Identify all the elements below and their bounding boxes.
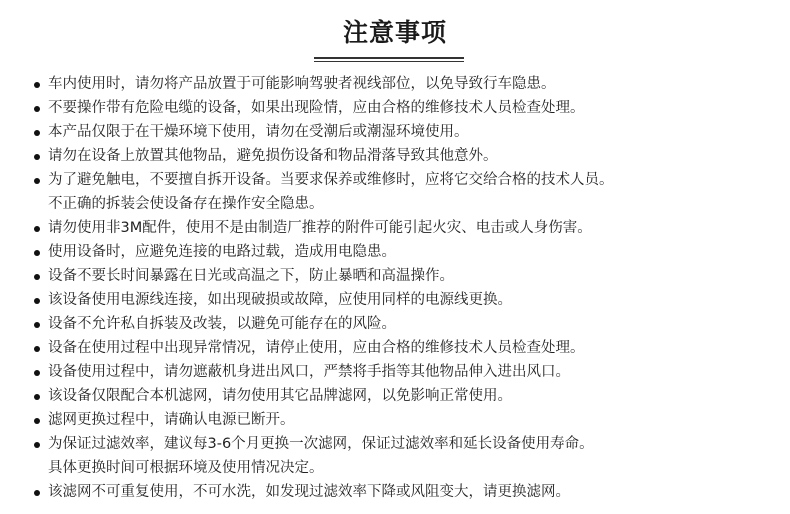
- bullet-icon: [34, 274, 40, 280]
- bullet-icon: [34, 154, 40, 160]
- note-item: [32, 384, 772, 408]
- bullet-icon: [34, 370, 40, 376]
- note-item: [32, 96, 772, 120]
- bullet-icon: [34, 442, 40, 448]
- note-text: 不要操作带有危险电缆的设备，如果出现险情，应由合格的维修技术人员检查处理。: [48, 100, 585, 116]
- note-text: 该滤网不可重复使用，不可水洗，如发现过滤效率下降或风阻变大，请更换滤网。: [48, 484, 570, 500]
- note-text: 设备使用过程中，请勿遮蔽机身进出风口，严禁将手指等其他物品伸入进出风口。: [48, 364, 570, 380]
- note-text: 具体更换时间可根据环境及使用情况决定。: [48, 460, 324, 476]
- title-underline-thin: [314, 61, 464, 62]
- note-text: 滤网更换过程中，请确认电源已断开。: [48, 412, 295, 428]
- bullet-icon: [34, 322, 40, 328]
- bullet-icon: [34, 106, 40, 112]
- note-text: 不正确的拆装会使设备存在操作安全隐患。: [48, 196, 324, 212]
- note-text: 设备不要长时间暴露在日光或高温之下，防止暴晒和高温操作。: [48, 268, 454, 284]
- note-item: [32, 288, 772, 312]
- note-item: [32, 336, 772, 360]
- note-item: [32, 408, 772, 432]
- note-item: [32, 240, 772, 264]
- note-item: [32, 168, 772, 216]
- note-text: 为了避免触电，不要擅自拆开设备。当要求保养或维修时，应将它交给合格的技术人员。: [48, 172, 614, 188]
- note-item: [32, 264, 772, 288]
- note-item: [32, 432, 772, 480]
- note-text: 使用设备时，应避免连接的电路过载，造成用电隐患。: [48, 244, 396, 260]
- page-title: 注意事项: [342, 18, 447, 47]
- note-text: 请勿使用非3M配件，使用不是由制造厂推荐的附件可能引起火灾、电击或人身伤害。: [48, 220, 592, 236]
- note-text: 该设备仅限配合本机滤网，请勿使用其它品牌滤网，以免影响正常使用。: [48, 388, 512, 404]
- bullet-icon: [34, 346, 40, 352]
- bullet-icon: [34, 82, 40, 88]
- note-item: [32, 312, 772, 336]
- note-text: 设备在使用过程中出现异常情况，请停止使用，应由合格的维修技术人员检查处理。: [48, 340, 585, 356]
- notes-list: [32, 72, 772, 504]
- bullet-icon: [34, 394, 40, 400]
- note-item: [32, 120, 772, 144]
- bullet-icon: [34, 178, 40, 184]
- note-text: 本产品仅限于在干燥环境下使用，请勿在受潮后或潮湿环境使用。: [48, 124, 469, 140]
- note-item: [32, 72, 772, 96]
- note-text: 车内使用时，请勿将产品放置于可能影响驾驶者视线部位，以免导致行车隐患。: [48, 76, 556, 92]
- note-text: 请勿在设备上放置其他物品，避免损伤设备和物品滑落导致其他意外。: [48, 148, 498, 164]
- bullet-icon: [34, 418, 40, 424]
- title-area: [0, 16, 790, 50]
- note-item: [32, 216, 772, 240]
- note-item: [32, 360, 772, 384]
- note-item: [32, 144, 772, 168]
- bullet-icon: [34, 130, 40, 136]
- bullet-icon: [34, 250, 40, 256]
- note-text: 为保证过滤效率，建议每3-6个月更换一次滤网，保证过滤效率和延长设备使用寿命。: [48, 436, 594, 452]
- note-text: 设备不允许私自拆装及改装，以避免可能存在的风险。: [48, 316, 396, 332]
- bullet-icon: [34, 298, 40, 304]
- bullet-icon: [34, 490, 40, 496]
- note-text: 该设备使用电源线连接，如出现破损或故障，应使用同样的电源线更换。: [48, 292, 512, 308]
- note-item: [32, 480, 772, 504]
- bullet-icon: [34, 226, 40, 232]
- title-underline: [314, 57, 464, 59]
